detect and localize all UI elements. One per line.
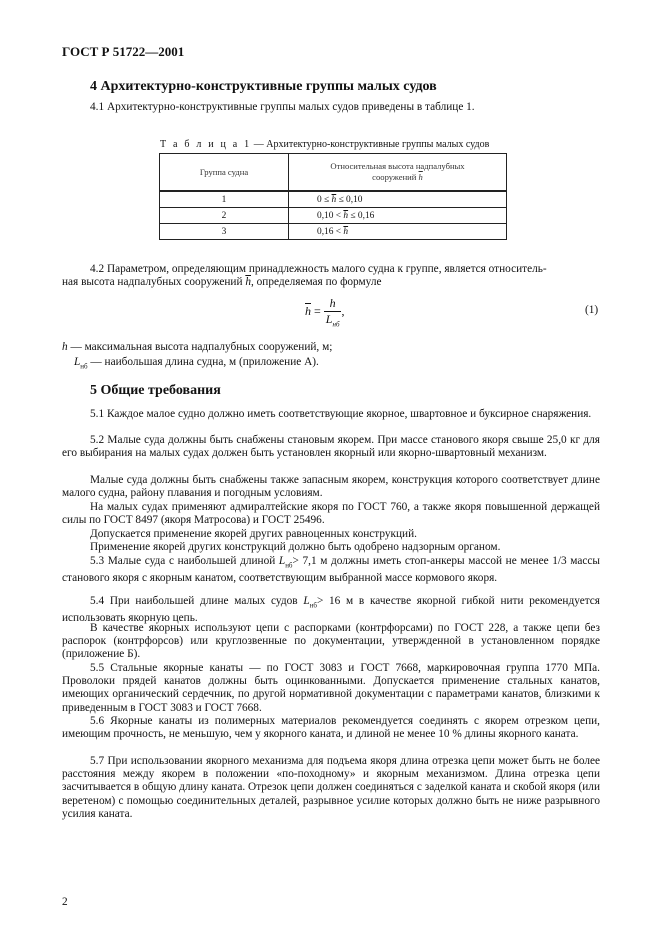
standard-header: ГОСТ Р 51722—2001 [62,44,185,59]
paragraph-5-2: 5.2 Малые суда должны быть снабжены становым якорем. При массе станового якоря свыше 25,0 кг для его выбирания на малых судах должен быть установлен якорный или якорно-швартовный механизм. [62,434,600,460]
paragraph-5-1: 5.1 Каждое малое судно должно иметь соответствующие якорное, швартовное и буксирное снаряжения. [90,408,592,420]
group-cell: 2 [160,208,289,224]
section-4-title: 4 Архитектурно-конструктивные группы малых судов [90,79,437,94]
page-number: 2 [62,896,68,908]
range-cell: $0,16 < \overline{h}$ [289,224,507,240]
legend-h: h — максимальная высота надпалубных сооружений, м; [62,341,333,353]
table-caption-prefix: Т а б л и ц а 1 [160,139,252,150]
legend-l: $L_{нб}$ — наибольшая длина судна, м (приложение А). [74,356,319,371]
paragraph-5-2b: Малые суда должны быть снабжены также запасным якорем, конструкция которого соответствует длине малого судна, району плавания и погодным условиям. [62,474,600,500]
paragraph-5-6: 5.6 Якорные канаты из полимерных материалов рекомендуется соединять с якорем отрезком цепи, имеющим прочность, не меньшую, чем у якорного каната, и длиной не менее 10 % длины якорного каната. [62,715,600,741]
formula-number: (1) [585,304,599,316]
table-1-caption [160,139,489,150]
table-row [160,191,507,208]
formula-1: $\overline{h}$ = $\frac{h}{L_{нб}}$ , [305,296,345,329]
header-line-1: Относительная высота надпалубных [330,161,465,171]
paragraph-4-1: 4.1 Архитектурно-конструктивные группы малых судов приведены в таблице 1. [90,101,475,113]
header-line-2: сооружений [372,172,417,182]
table-row [160,208,507,224]
section-5-title: 5 Общие требования [90,383,221,398]
paragraph-4-2: 4.2 Параметром, определяющим принадлежность малого судна к группе, является относитель- ная высота надпалубных сооружений $\overline{h}$, определяемая по формуле [62,263,547,289]
range-cell: $0,10 < \overline{h} \le 0,16$ [289,208,507,224]
table-1 [159,153,507,240]
paragraph-5-3: 5.3 Малые суда с наибольшей длиной $L_{нб}> 7,1$ м должны иметь стоп-анкеры массой не менее 1/3 массы станового якоря с якорным канатом, соответствующим выбранной массе кормового якоря. [62,555,600,585]
paragraph-5-7: 5.7 При использовании якорного механизма для подъема якоря длина отрезка цепи может быть не более расстояния между якорем в положении «по-походному» и якорным механизмом. Длина отрезка цепи засчитывается в общую длину каната. Отрезок цепи должен соединяться с заделкой каната и скобой якоря (или веретеном) с помощью соединительных деталей, разрывное усилие которых должно быть не ниже разрывного усилия каната. [62,755,600,820]
paragraph-5-5: 5.5 Стальные якорные канаты — по ГОСТ 3083 и ГОСТ 7668, маркировочная группа 1770 МПа. Проволоки прядей канатов должны быть оцинкованными. Допускается применение стальных канатов, имеющих органический сердечник, по другой нормативной документации с параметрами канатов, близкими к приведенным в ГОСТ 3083 и ГОСТ 7668. [62,662,600,714]
paragraph-5-4: 5.4 При наибольшей длине малых судов $L_{нб}> 16$ м в качестве якорной гибкой нити рекомендуется использовать якорную цепь. [62,595,601,625]
paragraph-5-2c: На малых судах применяют адмиралтейские якоря по ГОСТ 760, а также якоря повышенной держащей силы по ГОСТ 8497 (якоря Матросова) и ГОСТ 25496. [62,501,600,527]
group-cell: 1 [160,191,289,208]
h-bar-symbol: $\overline{h}$ [418,172,423,182]
table-caption-rest: — Архитектурно-конструктивные группы малых судов [251,139,490,150]
table-header-height [289,154,507,192]
table-row [160,224,507,240]
paragraph-5-2d: Допускается применение якорей других равноценных конструкций. [90,528,417,540]
paragraph-5-4b: В качестве якорных используют цепи с распорками (контрфорсами) по ГОСТ 228, а также цепи без распорок (контрфорсов) или круглозвенные по документации, утвержденной в установленном порядке (приложение Б). [62,622,600,661]
range-cell: $0 \le \overline{h} \le 0,10$ [289,191,507,208]
paragraph-5-2e: Применение якорей других конструкций должно быть одобрено надзорным органом. [90,541,501,553]
formula-fraction: $\frac{h}{L_{нб}}$ [325,296,340,329]
table-header-group: Группа судна [160,154,289,192]
group-cell: 3 [160,224,289,240]
